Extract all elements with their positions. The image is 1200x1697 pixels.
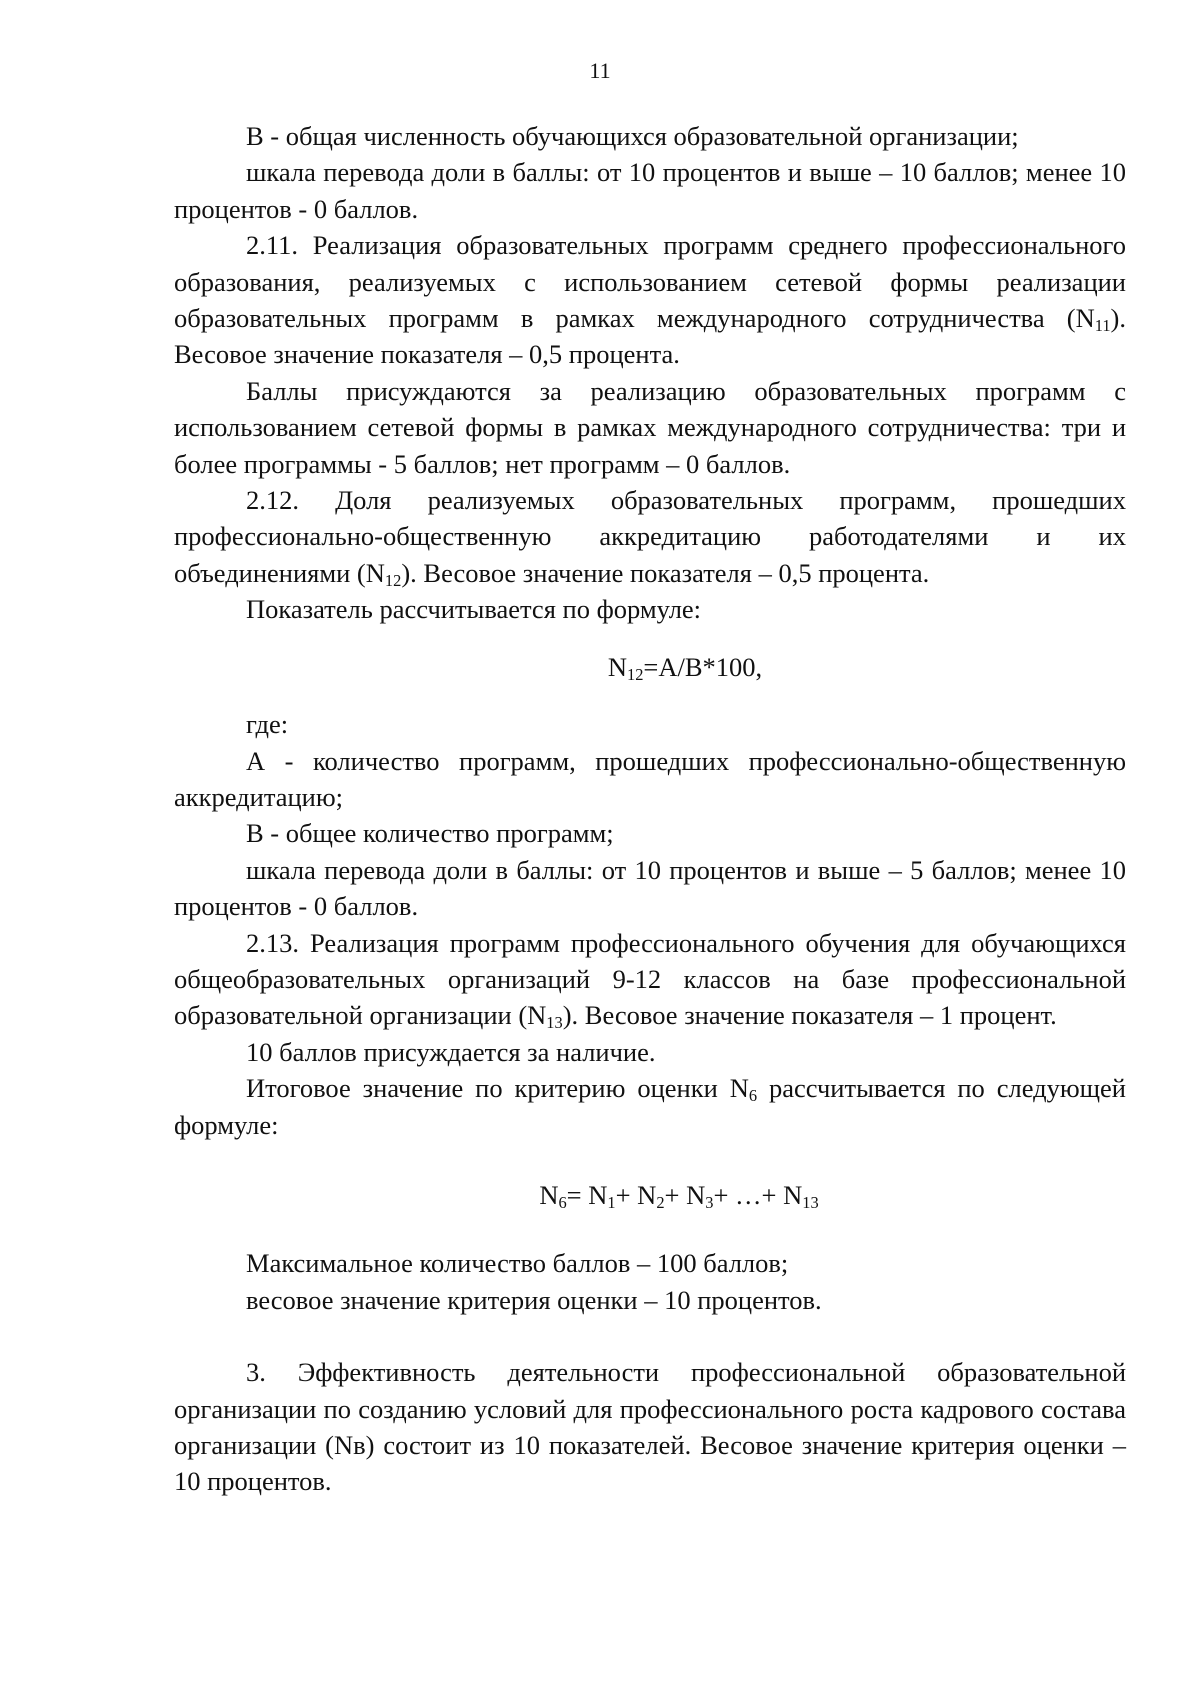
paragraph: шкала перевода доли в баллы: от 10 процентов и выше – 10 баллов; менее 10 процентов - 0 баллов.: [174, 157, 1126, 224]
formula-text: + N: [615, 1179, 657, 1210]
formula-text: =А/В*100,: [643, 651, 763, 682]
subscript: 3: [705, 1193, 714, 1213]
subscript: 13: [546, 1013, 563, 1033]
subscript: 12: [626, 664, 644, 684]
formula-n12: [174, 649, 1126, 685]
formula-text: = N: [566, 1179, 608, 1210]
paragraph-text: Итоговое значение по критерию оценки N: [246, 1073, 749, 1104]
paragraph: шкала перевода доли в баллы: от 10 процентов и выше – 5 баллов; менее 10 процентов - 0 баллов.: [174, 854, 1126, 922]
paragraph-text: 2.13. Реализация программ профессионального обучения для обучающихся общеобразовательных организаций 9-12 классов на базе профессиональной образовательной организации (N: [174, 927, 1126, 1031]
document-body: [174, 118, 1126, 1500]
formula-text: N: [539, 1179, 559, 1210]
paragraph: Максимальное количество баллов – 100 баллов;: [246, 1248, 789, 1279]
subscript: 11: [1094, 316, 1111, 336]
paragraph-text: 2.11. Реализация образовательных программ среднего профессионального образования, реализуемых с использованием сетевой формы реализации образовательных программ в рамках международного сотрудничества (N: [174, 230, 1126, 334]
paragraph-text: ). Весовое значение показателя – 0,5 процента.: [174, 303, 1126, 370]
paragraph: В - общее количество программ;: [246, 818, 614, 849]
paragraph-2-12: [174, 482, 1126, 591]
paragraph-text: 2.12. Доля реализуемых образовательных программ, прошедших профессионально-общественную аккредитацию работодателями и их объединениями (N: [174, 485, 1126, 588]
formula-text: N: [607, 651, 627, 682]
subscript: 6: [558, 1193, 567, 1213]
paragraph: Баллы присуждаются за реализацию образовательных программ с использованием сетевой формы в рамках международного сотрудничества: три и более программы - 5 баллов; нет программ – 0 баллов.: [174, 375, 1126, 479]
paragraph: весовое значение критерия оценки – 10 процентов.: [246, 1284, 822, 1315]
formula-n6: [174, 1177, 1126, 1213]
paragraph: где:: [246, 709, 289, 740]
paragraph-text: рассчитывается по следующей формуле:: [174, 1073, 1126, 1140]
paragraph: В - общая численность обучающихся образовательной организации;: [246, 121, 1019, 151]
paragraph-2-11: [174, 227, 1126, 373]
paragraph: А - количество программ, прошедших профессионально-общественную аккредитацию;: [174, 745, 1126, 812]
formula-text: + N: [664, 1179, 706, 1210]
subscript: 2: [656, 1193, 665, 1213]
subscript: 6: [748, 1086, 758, 1106]
subscript: 12: [384, 570, 402, 590]
paragraph-2-13: [174, 925, 1126, 1034]
paragraph: Показатель рассчитывается по формуле:: [246, 594, 702, 625]
subscript: 1: [607, 1193, 616, 1213]
section-3-paragraph: 3. Эффективность деятельности профессиональной образовательной организации по созданию условий для профессионального роста кадрового состава организации (Nв) состоит из 10 показателей. Весовое значение критерия оценки – 10 процентов.: [174, 1357, 1126, 1497]
paragraph-final-value: [174, 1070, 1126, 1143]
paragraph-text: ). Весовое значение показателя – 0,5 процента.: [401, 557, 930, 588]
paragraph: 10 баллов присуждается за наличие.: [246, 1036, 656, 1067]
subscript: 13: [802, 1193, 819, 1213]
formula-text: + …+ N: [713, 1179, 803, 1210]
page-number: 11: [589, 58, 611, 83]
paragraph-text: ). Весовое значение показателя – 1 процент.: [562, 1000, 1057, 1031]
